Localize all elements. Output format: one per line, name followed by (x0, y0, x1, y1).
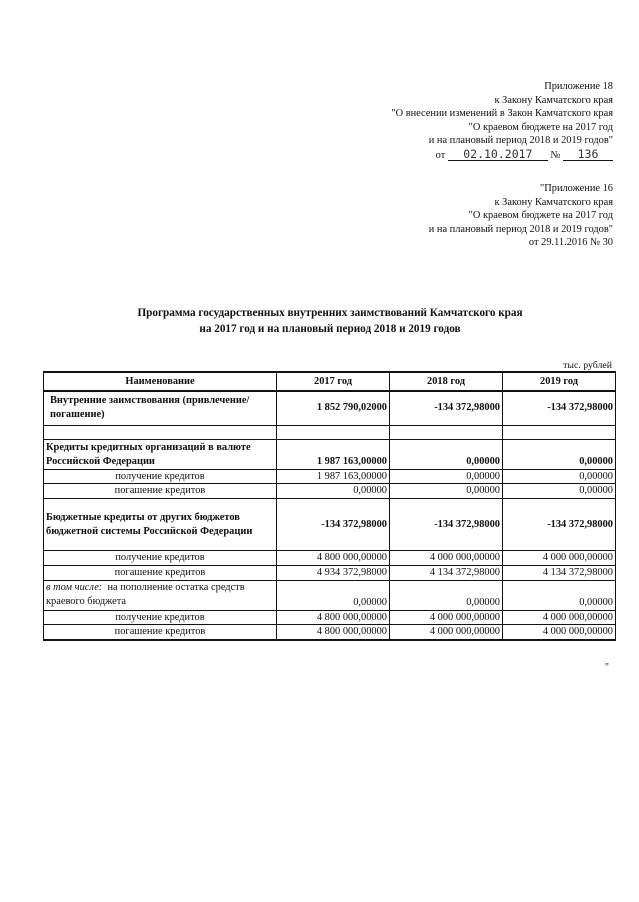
value-2017: 0,00000 (277, 484, 390, 499)
value-2017: 4 800 000,00000 (277, 625, 390, 640)
value-2019: 0,00000 (503, 469, 616, 484)
spacer-row (44, 425, 616, 439)
column-header-name: Наименование (44, 372, 277, 391)
table-row (44, 499, 616, 551)
row-name: погашение кредитов (44, 625, 277, 640)
table-row (44, 391, 616, 425)
row-name: получение кредитов (44, 610, 277, 625)
value-2019: 0,00000 (503, 484, 616, 499)
row-name: Бюджетные кредиты от других бюджетов бюджетной системы Российской Федерации (44, 499, 277, 551)
value-2017: 1 987 163,00000 (277, 439, 390, 469)
original-appendix-header (429, 182, 613, 250)
column-header-2018: 2018 год (390, 372, 503, 391)
header-line: и на плановый период 2018 и 2019 годов" (428, 223, 613, 235)
value-2019: -134 372,98000 (503, 391, 616, 425)
handwritten-number: 136 (563, 148, 613, 161)
closing-quote: " (604, 662, 609, 673)
header-line: "О внесении изменений в Закон Камчатского края (391, 108, 613, 120)
table-row (44, 439, 616, 469)
header-line: к Закону Камчатского края (494, 94, 613, 106)
header-line: "О краевом бюджете на 2017 год (468, 210, 613, 222)
row-name: получение кредитов (44, 469, 277, 484)
row-name: Кредиты кредитных организаций в валюте Российской Федерации (44, 439, 277, 469)
table-row (44, 551, 616, 566)
value-2018: 0,00000 (390, 469, 503, 484)
header-line: "О краевом бюджете на 2017 год (468, 121, 613, 133)
value-2019: 4 000 000,00000 (503, 551, 616, 566)
handwritten-date: 02.10.2017 (448, 148, 548, 161)
empty-cell (390, 425, 503, 439)
column-header-2019: 2019 год (503, 372, 616, 391)
value-2018: -134 372,98000 (390, 499, 503, 551)
document-title (40, 306, 620, 337)
row-name-prefix: в том числе: (46, 582, 103, 594)
date-prefix: от (435, 149, 446, 161)
value-2018: -134 372,98000 (390, 391, 503, 425)
number-prefix: № (550, 149, 561, 161)
header-line: к Закону Камчатского края (494, 196, 613, 208)
table-row (44, 580, 616, 610)
value-2017: 4 800 000,00000 (277, 610, 390, 625)
table-row (44, 484, 616, 499)
header-line: Приложение 18 (544, 81, 613, 92)
value-2017: 4 800 000,00000 (277, 551, 390, 566)
value-2017: 4 934 372,98000 (277, 565, 390, 580)
value-2019: 4 000 000,00000 (503, 625, 616, 640)
value-2018: 0,00000 (390, 484, 503, 499)
borrowing-program-table (43, 371, 616, 641)
table-row (44, 565, 616, 580)
row-name: получение кредитов (44, 551, 277, 566)
title-line-2: на 2017 год и на плановый период 2018 и 2019 годов (199, 322, 461, 335)
empty-cell (44, 425, 277, 439)
date-number-line (391, 148, 613, 163)
amendment-header (391, 80, 613, 163)
row-name: погашение кредитов (44, 484, 277, 499)
row-name: на пополнение остатка средств краевого бюджета (46, 582, 245, 608)
header-line: "Приложение 16 (540, 183, 613, 194)
value-2019: 4 000 000,00000 (503, 610, 616, 625)
table-row (44, 625, 616, 640)
row-name-cell (44, 580, 277, 610)
value-2018: 0,00000 (390, 580, 503, 610)
empty-cell (503, 425, 616, 439)
value-2018: 0,00000 (390, 439, 503, 469)
value-2019: 0,00000 (503, 439, 616, 469)
value-2018: 4 000 000,00000 (390, 610, 503, 625)
value-2019: 0,00000 (503, 580, 616, 610)
table-row (44, 469, 616, 484)
title-line-1: Программа государственных внутренних заимствований Камчатского края (137, 307, 523, 319)
header-line: от 29.11.2016 № 30 (528, 237, 613, 249)
value-2019: -134 372,98000 (503, 499, 616, 551)
unit-label: тыс. рублей (563, 360, 612, 371)
column-header-2017: 2017 год (277, 372, 390, 391)
table-header-row (44, 372, 616, 391)
value-2017: 1 852 790,02000 (277, 391, 390, 425)
value-2018: 4 000 000,00000 (390, 551, 503, 566)
table-row (44, 610, 616, 625)
value-2019: 4 134 372,98000 (503, 565, 616, 580)
value-2017: 0,00000 (277, 580, 390, 610)
value-2018: 4 000 000,00000 (390, 625, 503, 640)
row-name: погашение кредитов (44, 565, 277, 580)
row-name: Внутренние заимствования (привлечение/погашение) (44, 391, 277, 425)
value-2017: 1 987 163,00000 (277, 469, 390, 484)
value-2017: -134 372,98000 (277, 499, 390, 551)
value-2018: 4 134 372,98000 (390, 565, 503, 580)
empty-cell (277, 425, 390, 439)
header-line: и на плановый период 2018 и 2019 годов" (428, 135, 613, 147)
